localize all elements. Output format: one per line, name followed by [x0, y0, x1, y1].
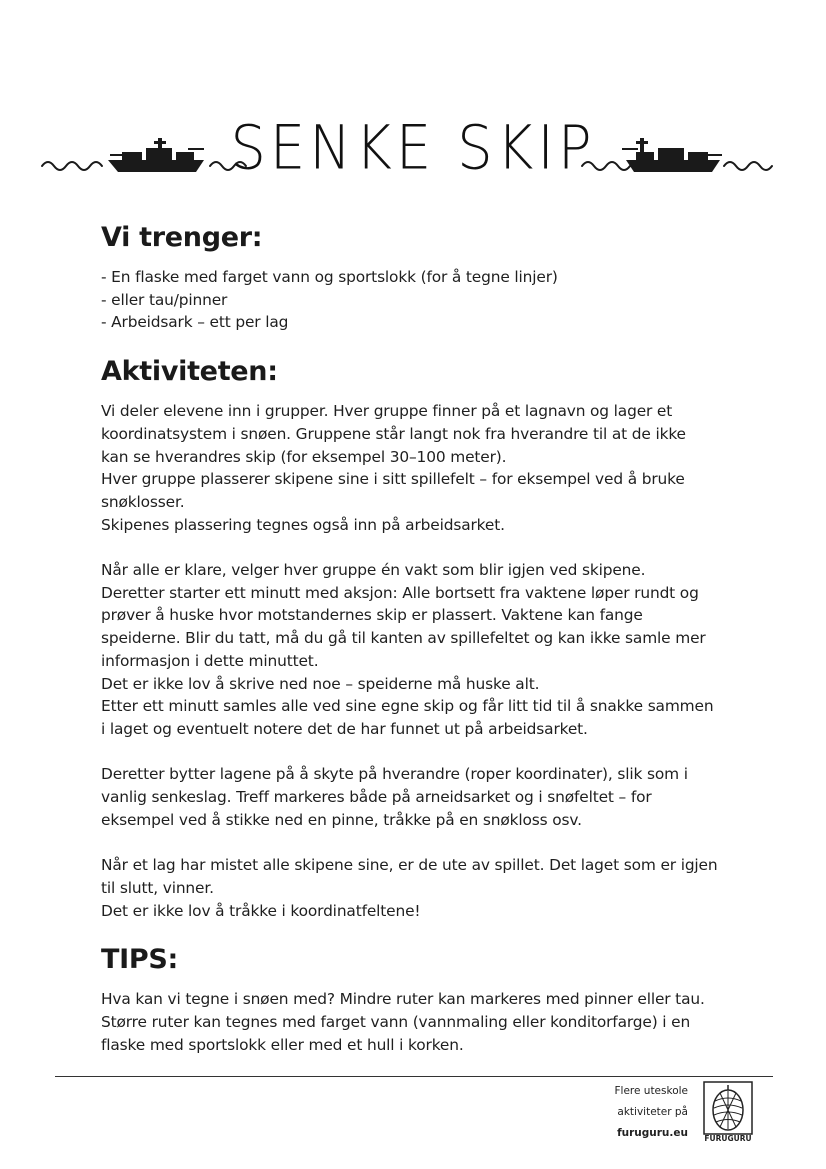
- pinecone-icon: [703, 1081, 753, 1135]
- text-line: Hver gruppe plasserer skipene sine i sitt spillefelt – for eksempel ved å bruke: [101, 470, 685, 489]
- text-line: Når et lag har mistet alle skipene sine, er de ute av spillet. Det laget som er igjen: [101, 856, 718, 875]
- list-item: - En flaske med farget vann og sportslokk (for å tegne linjer): [101, 268, 558, 286]
- tips-section: [101, 940, 741, 1056]
- text-line: til slutt, vinner.: [101, 878, 214, 897]
- activity-heading: Aktiviteten:: [101, 356, 278, 388]
- text-line: flaske med sportslokk eller med et hull i korken.: [101, 1035, 464, 1054]
- warship-right-decoration: [578, 124, 783, 179]
- text-line: Etter ett minutt samles alle ved sine egne skip og får litt tid til å snakke sammen: [101, 697, 714, 716]
- text-line: Større ruter kan tegnes med farget vann (vannmaling eller konditorfarge) i en: [101, 1012, 691, 1031]
- needs-list: [101, 266, 741, 334]
- text-line: Når alle er klare, velger hver gruppe én vakt som blir igjen ved skipene.: [101, 561, 646, 580]
- footer-line: aktiviteter på: [617, 1106, 688, 1118]
- activity-text: [101, 400, 741, 922]
- text-line: vanlig senkeslag. Treff markeres både på arneidsarket og i snøfeltet – for: [101, 788, 652, 807]
- footer-divider: [55, 1076, 773, 1077]
- activity-section: [101, 352, 741, 922]
- tips-heading: TIPS:: [101, 944, 178, 976]
- needs-section: [101, 218, 741, 334]
- footer-promo: [560, 1081, 688, 1144]
- furuguru-logo[interactable]: [703, 1081, 753, 1143]
- list-item: - Arbeidsark – ett per lag: [101, 313, 289, 332]
- text-line: kan se hverandres skip (for eksempel 30–100 meter).: [101, 447, 507, 466]
- paragraph-break: [101, 831, 741, 854]
- footer-line: Flere uteskole: [614, 1085, 688, 1097]
- text-line: Vi deler elevene inn i grupper. Hver gruppe finner på et lagnavn og lager et: [101, 402, 673, 421]
- text-line: Deretter bytter lagene på å skyte på hverandre (roper koordinater), slik som i: [101, 765, 688, 784]
- text-line: koordinatsystem i snøen. Gruppene står langt nok fra hverandre til at de ikke: [101, 424, 686, 443]
- text-line: speiderne. Blir du tatt, må du gå til kanten av spillefeltet og kan ikke samle mer: [101, 629, 706, 648]
- paragraph-break: [101, 536, 741, 559]
- text-line: Hva kan vi tegne i snøen med? Mindre ruter kan markeres med pinner eller tau.: [101, 990, 705, 1009]
- text-line: Det er ikke lov å skrive ned noe – speiderne må huske alt.: [101, 674, 540, 693]
- warship-icon: [622, 138, 722, 172]
- content: [101, 218, 741, 1056]
- title-banner: [0, 110, 826, 190]
- text-line: Det er ikke lov å tråkke i koordinatfeltene!: [101, 901, 421, 920]
- text-line: i laget og eventuelt notere det de har funnet ut på arbeidsarket.: [101, 719, 588, 738]
- text-line: Deretter starter ett minutt med aksjon: Alle bortsett fra vaktene løper rundt og: [101, 583, 699, 602]
- needs-heading: Vi trenger:: [101, 222, 263, 253]
- text-line: informasjon i dette minuttet.: [101, 651, 319, 670]
- logo-caption: FURUGURU: [704, 1134, 752, 1143]
- paragraph-break: [101, 741, 741, 764]
- tips-text: [101, 988, 741, 1056]
- text-line: Skipenes plassering tegnes også inn på arbeidsarket.: [101, 515, 505, 534]
- page-title: SENKE SKIP: [230, 113, 596, 184]
- text-line: prøver å huske hvor motstandernes skip er plassert. Vaktene kan fange: [101, 606, 643, 625]
- footer-link[interactable]: furuguru.eu: [617, 1127, 688, 1139]
- text-line: snøklosser.: [101, 492, 185, 511]
- text-line: eksempel ved å stikke ned en pinne, tråkke på en snøkloss osv.: [101, 810, 582, 829]
- list-item: - eller tau/pinner: [101, 290, 228, 309]
